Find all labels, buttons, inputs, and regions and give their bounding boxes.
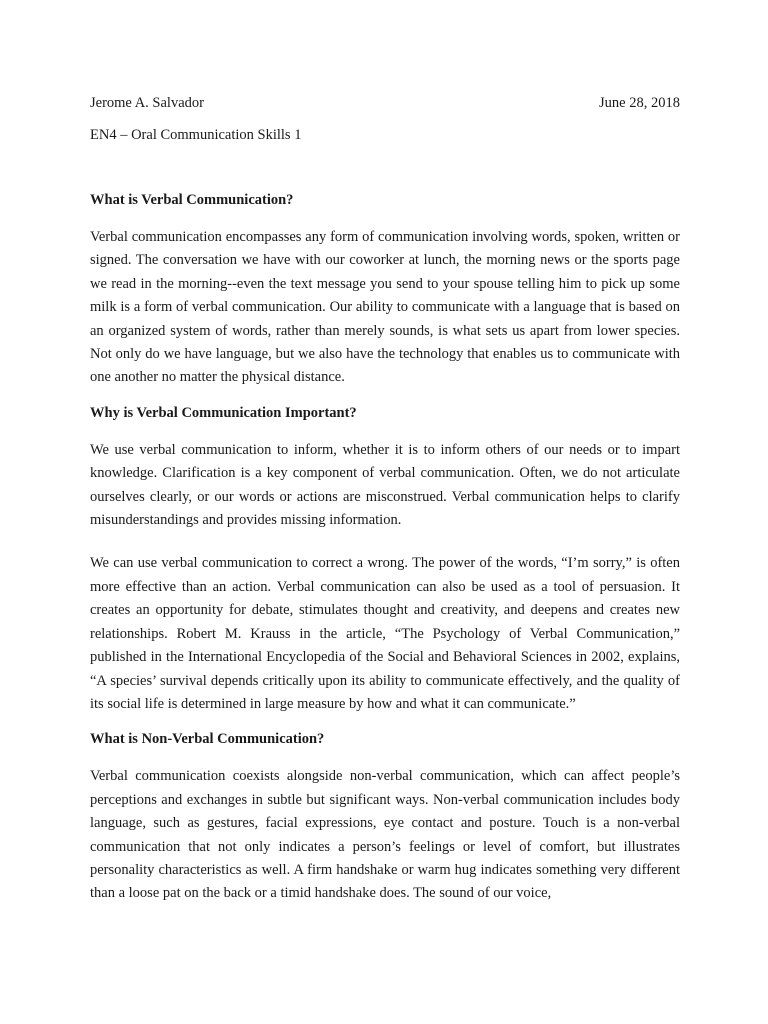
section-heading-importance: Why is Verbal Communication Important?: [90, 404, 357, 421]
author-name: Jerome A. Salvador: [90, 95, 204, 111]
section-heading-nonverbal: What is Non-Verbal Communication?: [90, 731, 325, 748]
document-header: [90, 93, 680, 113]
paragraph-importance-inform: We use verbal communication to inform, whether it is to inform others of our needs or to impart knowledge. Clarification is a key component of verbal communication. Often, we do not articulate ourselves clearly, or our words or actions are misconstrued. Verbal communication helps to clarify misunderstandings and provides missing information.: [90, 441, 680, 529]
paragraph-nonverbal-definition: Verbal communication coexists alongside non-verbal communication, which can affect people’s perceptions and exchanges in subtle but significant ways. Non-verbal communication includes body language, such as gestures, facial expressions, eye contact and posture. Touch is a non-verbal communication that not only indicates a person’s feelings or level of comfort, but illustrates personality characteristics as well. A firm handshake or warm hug indicates something very different than a loose pat on the back or a timid handshake does. The sound of our voice,: [90, 768, 680, 902]
course-title: EN4 – Oral Communication Skills 1: [90, 127, 302, 143]
paragraph-importance-persuasion: We can use verbal communication to correct a wrong. The power of the words, “I’m sorry,” is often more effective than an action. Verbal communication can also be used as a tool of persuasion. It creates an opportunity for debate, stimulates thought and creativity, and deepens and creates new relationships. Robert M. Krauss in the article, “The Psychology of Verbal Communication,” published in the International Encyclopedia of the Social and Behavioral Sciences in 2002, explains, “A species’ survival depends critically upon its ability to communicate effectively, and the quality of its social life is determined in large measure by how and what it can communicate.”: [90, 555, 680, 712]
document-date: June 28, 2018: [599, 95, 680, 111]
paragraph-verbal-definition: Verbal communication encompasses any form of communication involving words, spoken, written or signed. The conversation we have with our coworker at lunch, the morning news or the sports page we read in the morning--even the text message you send to your spouse telling him to pick up some milk is a form of verbal communication. Our ability to communicate with a language that is based on an organized system of words, rather than merely sounds, is what sets us apart from lower species. Not only do we have language, but we also have the technology that enables us to communicate with one another no matter the physical distance.: [90, 229, 680, 386]
section-heading-verbal: What is Verbal Communication?: [90, 192, 294, 208]
